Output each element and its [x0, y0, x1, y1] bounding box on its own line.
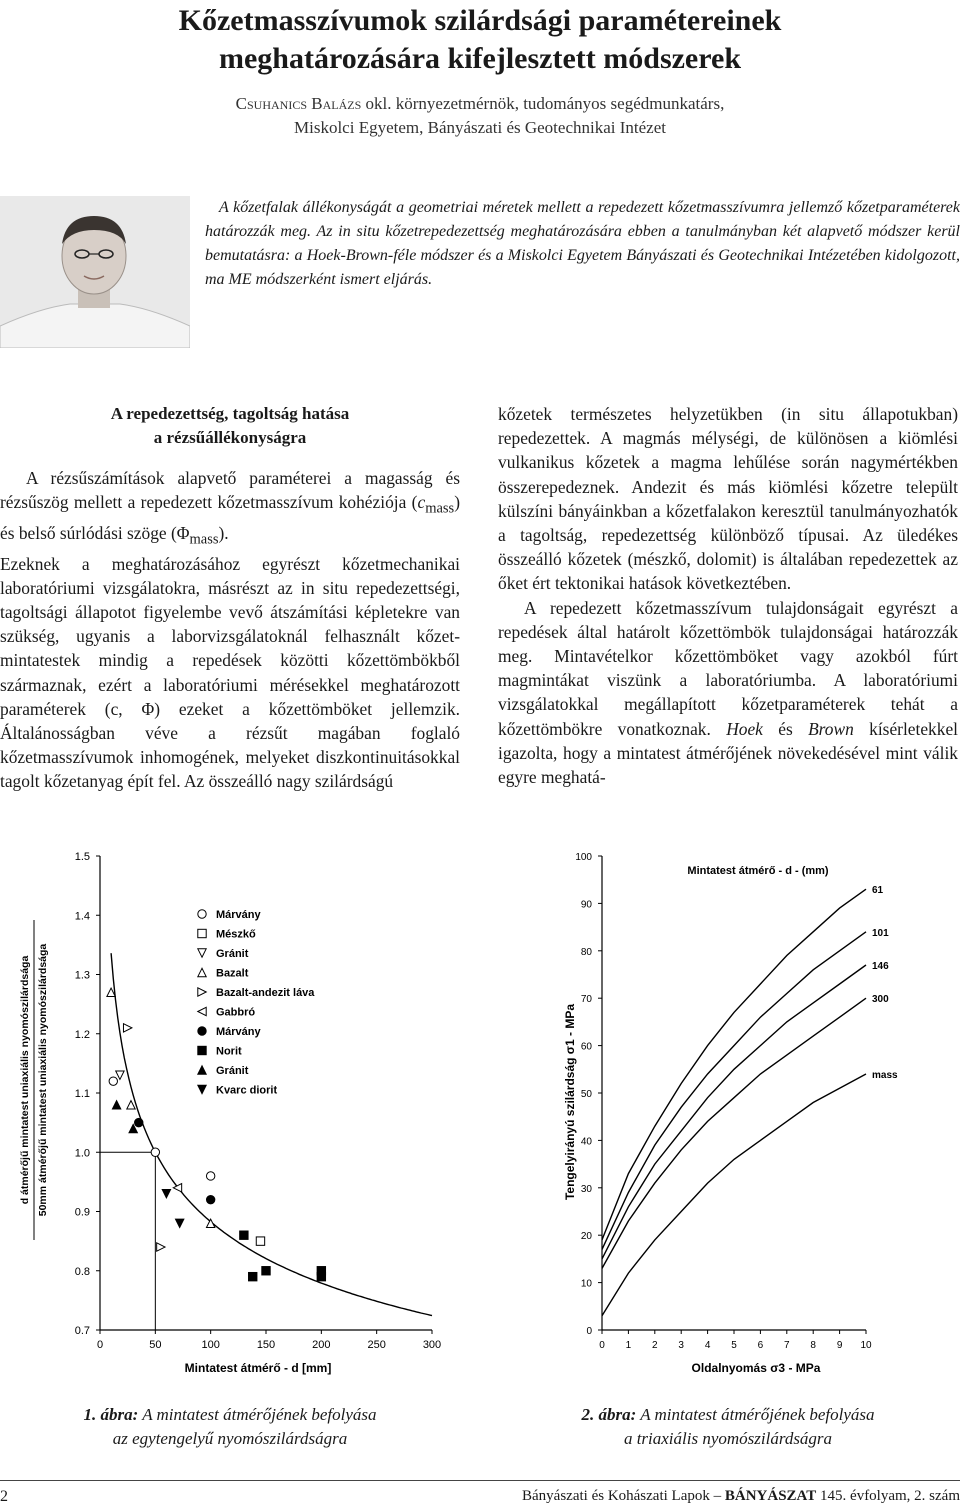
legend-marker — [198, 1027, 206, 1035]
y-tick-label: 0.8 — [74, 1265, 90, 1278]
legend-label: Márvány — [216, 1026, 261, 1038]
figure-1-chart — [0, 840, 460, 1400]
y-axis-label-numerator: d átmérőjű mintatest uniaxiális nyomószilárdsága — [19, 955, 31, 1205]
legend-marker — [198, 1046, 206, 1054]
data-point — [157, 1243, 165, 1251]
y-tick-label: 70 — [580, 994, 592, 1006]
title-line-1: Kőzetmasszívumok szilárdsági paramétereinek — [178, 4, 782, 37]
article-title — [0, 2, 960, 78]
data-point — [112, 1101, 120, 1109]
data-point — [123, 1024, 131, 1032]
fit-curve — [111, 953, 432, 1315]
series-label: 300 — [872, 994, 889, 1006]
x-tick-label: 200 — [312, 1339, 331, 1351]
x-tick-label: 250 — [367, 1339, 386, 1351]
y-axis-label: Tengelyirányú szilárdság σ1 - MPa — [563, 1003, 577, 1201]
legend-label: Bazalt-andezit láva — [216, 987, 315, 999]
paragraph: Ezeknek a meghatározásához egyrészt kőzetmechanikai laboratóriumi vizsgálatokra, másrészt az in situ repedezettségi, tagoltsági állapotot figyelembe vevő átszámítási képletekre van szükség, ugyanis a laborvizsgálatoknál felhasznált kőzet-mintatestek mindig a repedések közötti kőzettömbökből származnak, ezért a laboratóriumi mérésekkel meghatározott paraméterek (c, Φ) ezeket a kőzettömböket jellemzik. Általánosságban véve a rézsűt magában foglaló kőzetmasszívumok inhomogének, melyeket diszkontinuitásokkal tagolt kőzetanyag épít fel. Az összeálló nagy szilárdságú — [0, 553, 460, 792]
y-tick-label: 40 — [580, 1136, 592, 1148]
data-point — [135, 1118, 143, 1126]
x-axis-label: Mintatest átmérő - d [mm] — [184, 1361, 332, 1375]
x-tick-label: 2 — [652, 1340, 658, 1351]
legend-marker — [198, 1085, 206, 1093]
legend-marker — [198, 1007, 206, 1015]
x-axis-label: Oldalnyomás σ3 - MPa — [691, 1361, 821, 1375]
y-tick-label: 1.4 — [74, 910, 90, 923]
text-span: és — [762, 718, 809, 739]
section-title-line-1: A repedezettség, tagoltság hatása — [110, 404, 350, 423]
legend-marker — [198, 949, 206, 957]
legend-marker — [198, 910, 206, 918]
x-tick-label: 6 — [757, 1340, 764, 1351]
paragraph — [498, 596, 958, 790]
journal-section: BÁNYÁSZAT — [724, 1488, 817, 1504]
footer-rule — [0, 1480, 960, 1481]
legend-label: Norit — [216, 1045, 242, 1058]
y-tick-label: 50 — [580, 1089, 592, 1100]
y-tick-label: 0.9 — [74, 1206, 90, 1219]
left-column — [0, 402, 460, 794]
paragraph — [0, 466, 460, 552]
data-point — [127, 1101, 135, 1109]
series-line — [602, 998, 866, 1268]
y-tick-label: 1.1 — [74, 1088, 90, 1100]
paragraph: kőzetek természetes helyzetükben (in situ állapotukban) repedezettek. A magmás mélységi, de különösen a kiömlési vulkanikus kőzetek a magma lehűlése során nagymértékben összerepedeznek. Andezit és más kiömlési kőzetre települt külszíni bányáinkban a kőzetfalakon keresztül tanulmányozhatók a tagoltság, repedezettség különböző típusai. Az üledékes összeálló kőzetek (mészkő, dolomit) is általában repedezettek az őket ért tektonikai hatások következtében. — [498, 404, 958, 594]
legend-marker — [198, 968, 206, 976]
data-point — [256, 1237, 264, 1245]
data-point — [317, 1272, 325, 1280]
legend-marker — [198, 1066, 206, 1074]
series-label: 101 — [872, 927, 889, 939]
x-tick-label: 0 — [96, 1339, 104, 1351]
series-label: mass — [872, 1070, 898, 1082]
data-point — [206, 1172, 214, 1180]
caption-text-line-2: a triaxiális nyomószilárdságra — [623, 1429, 833, 1448]
text-span: ) és belső súrlódási szöge ( — [0, 492, 460, 543]
legend-label: Gránit — [216, 1065, 249, 1077]
x-tick-label: 9 — [836, 1340, 843, 1351]
legend-marker — [198, 988, 206, 996]
x-tick-label: 4 — [704, 1340, 711, 1351]
x-tick-label: 7 — [784, 1340, 790, 1351]
caption-label: 2. ábra: — [581, 1405, 637, 1424]
data-point — [151, 1148, 159, 1156]
name-hoek: Hoek — [726, 718, 763, 739]
data-point — [249, 1272, 257, 1280]
data-point — [262, 1267, 270, 1275]
y-tick-label: 20 — [580, 1231, 592, 1243]
data-point — [173, 1184, 181, 1192]
data-point — [116, 1071, 124, 1079]
text-span: ). — [218, 522, 229, 543]
y-tick-label: 30 — [580, 1183, 592, 1195]
data-point — [206, 1195, 214, 1203]
x-tick-label: 150 — [256, 1339, 276, 1351]
x-tick-label: 8 — [810, 1340, 816, 1351]
caption-text: A mintatest átmérőjének befolyása — [636, 1405, 875, 1424]
author-affiliation: Miskolci Egyetem, Bányászati és Geotechnikai Intézet — [294, 118, 666, 137]
journal-issue: 145. évfolyam, 2. szám — [816, 1488, 960, 1504]
y-tick-label: 0 — [586, 1326, 592, 1337]
subscript-mass: mass — [425, 500, 455, 517]
page-number: 2 — [0, 1488, 8, 1505]
x-tick-label: 50 — [149, 1339, 162, 1351]
abstract-text: A kőzetfalak állékonyságát a geometriai méretek mellett a repedezett kőzetmasszívumra jellemző kőzetparaméterek határozzák meg. Az in situ kőzetrepedezettség meghatározására ebben a tanulmányban két alapvető módszer kerül bemutatásra: a Hoek-Brown-féle módszer és a Miskolci Egyetem Bányászati és Geotechnikai Intézetében kidolgozott, ma ME módszerként ismert eljárás. — [205, 199, 960, 288]
series-line — [602, 1074, 866, 1316]
x-tick-label: 300 — [422, 1339, 442, 1351]
series-line — [602, 889, 866, 1240]
x-tick-label: 5 — [731, 1340, 737, 1351]
author-portrait — [0, 196, 190, 348]
caption-text-line-2: az egytengelyű nyomószilárdságra — [112, 1429, 348, 1448]
caption-text: A mintatest átmérőjének befolyása — [138, 1405, 377, 1424]
series-label: 61 — [872, 885, 884, 897]
figure-1-caption — [0, 1403, 460, 1451]
y-tick-label: 0.7 — [74, 1325, 90, 1337]
y-axis-label-denominator: 50mm átmérőjű mintatest uniaxiális nyomószilárdsága — [37, 943, 49, 1217]
y-tick-label: 90 — [580, 899, 592, 911]
legend-label: Mészkő — [216, 928, 256, 941]
figure-2-caption — [498, 1403, 958, 1451]
data-point — [240, 1231, 248, 1239]
section-title-line-2: a rézsűállékonyságra — [153, 428, 307, 447]
legend-label: Kvarc diorit — [216, 1084, 278, 1097]
right-column — [498, 402, 958, 789]
data-point — [109, 1077, 117, 1085]
name-brown: Brown — [808, 718, 854, 739]
text-span: A repedezett kőzetmasszívum tulajdonságait egyrészt a repedések által határolt kőzettömbök tulajdonságai határozzák meg. Mintavételkor kőzettömböket vagy azokból fúrt magmintákat viszünk a laboratóriumba. A laboratóriumi vizsgálatokkal megállapított kőzetparaméterek tehát a kőzettömbökre vonatkoznak. — [498, 597, 958, 739]
text-span: A rézsűszámítások alapvető paraméterei a magasság és rézsűszög mellett a repedezett kőzetmasszívum kohéziója ( — [0, 468, 460, 513]
symbol-c: c — [417, 492, 426, 513]
figure-2-chart — [498, 840, 960, 1400]
y-tick-label: 80 — [580, 946, 592, 958]
y-tick-label: 100 — [575, 852, 592, 863]
legend-marker — [198, 929, 206, 937]
series-line — [602, 965, 866, 1259]
legend-label: Gabbró — [216, 1006, 256, 1019]
x-tick-label: 3 — [678, 1340, 684, 1351]
data-point — [175, 1219, 183, 1227]
x-tick-label: 0 — [599, 1340, 605, 1351]
text-span: kísérletekkel igazolta, hogy a mintatest átmérőjének növekedésével mint válik egyre meghatá- — [498, 718, 958, 788]
author-block — [0, 92, 960, 140]
journal-footer — [522, 1488, 960, 1505]
x-tick-label: 10 — [860, 1340, 872, 1351]
journal-name: Bányászati és Kohászati Lapok – — [522, 1488, 725, 1504]
y-tick-label: 60 — [580, 1041, 592, 1053]
series-label: 146 — [872, 961, 889, 973]
y-tick-label: 10 — [580, 1278, 592, 1290]
title-line-2: meghatározására kifejlesztett módszerek — [218, 42, 742, 75]
y-tick-label: 1.3 — [74, 969, 90, 982]
x-tick-label: 100 — [201, 1339, 220, 1351]
chart-title: Mintatest átmérő - d - (mm) — [687, 865, 829, 877]
legend-label: Bazalt — [216, 967, 249, 980]
author-name: Csuhanics Balázs — [235, 94, 362, 113]
y-tick-label: 1.0 — [74, 1147, 90, 1160]
caption-label: 1. ábra: — [83, 1405, 139, 1424]
y-tick-label: 1.2 — [74, 1028, 90, 1041]
abstract — [205, 196, 960, 292]
x-tick-label: 1 — [625, 1340, 632, 1351]
section-title — [0, 402, 460, 450]
subscript-mass: mass — [189, 531, 219, 548]
legend-label: Márvány — [216, 909, 261, 921]
legend-label: Gránit — [216, 948, 249, 960]
data-point — [162, 1190, 170, 1198]
y-tick-label: 1.5 — [74, 851, 90, 863]
author-role: okl. környezetmérnök, tudományos segédmunkatárs, — [361, 94, 725, 113]
symbol-phi: Φ — [176, 522, 190, 543]
